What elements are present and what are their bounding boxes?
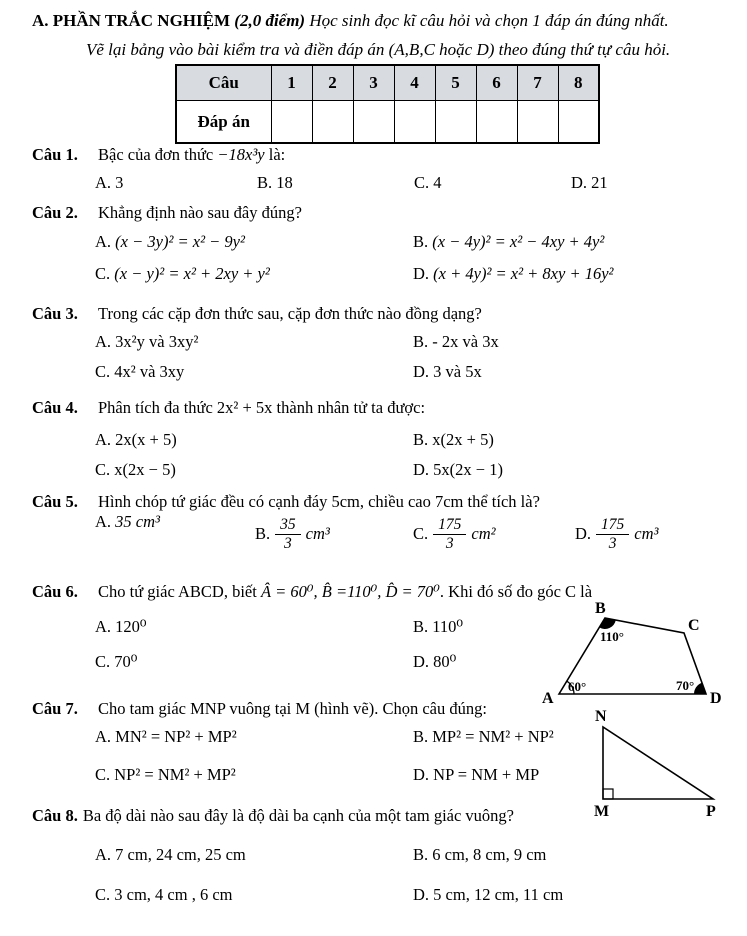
option-text: 5 cm, 12 cm, 11 cm — [433, 885, 564, 904]
option-unit: cm² — [471, 524, 496, 543]
answer-cell-7 — [517, 100, 558, 143]
option-label: C. — [95, 885, 111, 904]
vertex-label-p: P — [706, 803, 716, 820]
fraction-numerator: 175 — [433, 516, 466, 535]
question-6-text-post: . Khi đó số đo góc C là — [439, 582, 593, 601]
option-text: 110⁰ — [432, 617, 464, 636]
option-3C — [95, 362, 184, 383]
option-text: 3 và 5x — [433, 362, 482, 381]
option-text: x(2x + 5) — [432, 430, 494, 449]
quadrilateral-figure — [538, 595, 733, 713]
option-text: 35 cm³ — [115, 512, 160, 531]
fraction-numerator: 175 — [596, 516, 629, 535]
question-6-math: Â = 60⁰, B̂ =110⁰, D̂ = 70⁰ — [260, 582, 440, 601]
triangle-figure — [568, 704, 743, 820]
fraction — [596, 516, 629, 553]
fraction — [275, 516, 301, 553]
instruction-1: Học sinh đọc kĩ câu hỏi và chọn 1 đáp án đúng nhất. — [309, 11, 669, 30]
option-3D — [413, 362, 482, 383]
option-text: 3 — [115, 173, 124, 192]
option-label: A. — [95, 845, 112, 864]
option-4B — [413, 430, 494, 451]
table-header-cell: 6 — [476, 65, 517, 100]
option-text: MP² = NM² + NP² — [432, 727, 554, 746]
answer-row-label: Đáp án — [176, 100, 271, 143]
option-label: A. — [95, 173, 112, 192]
option-label: A. — [95, 617, 112, 636]
option-label: D. — [413, 652, 430, 671]
option-label: D. — [413, 362, 430, 381]
option-unit: cm³ — [305, 524, 330, 543]
section-label: A. — [32, 11, 49, 30]
question-1-text: Bậc của đơn thức — [98, 145, 218, 164]
option-label: C. — [95, 362, 111, 381]
answer-cell-2 — [312, 100, 353, 143]
question-6-label: Câu 6. — [32, 582, 78, 601]
option-5C — [413, 516, 496, 553]
option-1D — [571, 173, 608, 194]
option-5B — [255, 516, 330, 553]
vertex-label-a: A — [542, 690, 554, 707]
question-5-text: Hình chóp tứ giác đều có cạnh đáy 5cm, chiều cao 7cm thể tích là? — [98, 492, 540, 511]
question-3 — [32, 304, 482, 325]
option-6A — [95, 617, 147, 638]
option-label: A. — [95, 332, 112, 351]
table-header-cell: 2 — [312, 65, 353, 100]
option-text: - 2x và 3x — [432, 332, 499, 351]
option-text: 5x(2x − 1) — [433, 460, 503, 479]
question-3-text: Trong các cặp đơn thức sau, cặp đơn thức nào đồng dạng? — [98, 304, 482, 323]
option-label: C. — [95, 652, 111, 671]
option-label: C. — [414, 173, 430, 192]
option-text: 18 — [276, 173, 293, 192]
option-label: C. — [95, 765, 111, 784]
option-4D — [413, 460, 503, 481]
option-6C — [95, 652, 137, 673]
angle-label-b: 110° — [600, 629, 624, 644]
vertex-label-n: N — [595, 708, 607, 725]
option-label: A. — [95, 727, 112, 746]
option-8A — [95, 845, 246, 866]
question-7 — [32, 699, 487, 720]
option-text: 2x(x + 5) — [115, 430, 177, 449]
question-6 — [32, 582, 592, 603]
option-2A — [95, 232, 245, 253]
option-label: B. — [413, 727, 429, 746]
question-2-text: Khẳng định nào sau đây đúng? — [98, 203, 302, 222]
option-5A — [95, 512, 160, 533]
question-7-text: Cho tam giác MNP vuông tại M (hình vẽ). Chọn câu đúng: — [98, 699, 487, 718]
option-4C — [95, 460, 176, 481]
section-header — [32, 10, 669, 31]
question-7-label: Câu 7. — [32, 699, 78, 718]
option-text: (x − 3y)² = x² − 9y² — [115, 232, 245, 251]
angle-label-a: 60° — [568, 679, 587, 694]
answer-cell-6 — [476, 100, 517, 143]
question-3-label: Câu 3. — [32, 304, 78, 323]
option-label: A. — [95, 512, 112, 531]
answer-cell-3 — [353, 100, 394, 143]
option-label: C. — [95, 460, 111, 479]
question-8-label: Câu 8. — [32, 806, 78, 825]
option-label: D. — [413, 885, 430, 904]
option-text: 3x²y và 3xy² — [115, 332, 199, 351]
option-text: 70⁰ — [114, 652, 138, 671]
table-header-cell: 1 — [271, 65, 312, 100]
option-label: B. — [255, 524, 271, 543]
option-text: 3 cm, 4 cm , 6 cm — [114, 885, 233, 904]
option-text: NP² = NM² + MP² — [114, 765, 236, 784]
vertex-label-b: B — [595, 600, 606, 617]
fraction — [433, 516, 466, 553]
option-text: x(2x − 5) — [114, 460, 176, 479]
option-4A — [95, 430, 177, 451]
option-1C — [414, 173, 442, 194]
option-1B — [257, 173, 293, 194]
option-2B — [413, 232, 604, 253]
fraction-denominator: 3 — [608, 534, 617, 552]
option-5D — [575, 516, 658, 553]
table-header-cell: 8 — [558, 65, 599, 100]
option-text: 120⁰ — [115, 617, 147, 636]
option-1A — [95, 173, 123, 194]
vertex-label-d: D — [710, 690, 722, 707]
option-label: B. — [413, 845, 429, 864]
option-text: NP = NM + MP — [433, 765, 540, 784]
question-4 — [32, 398, 425, 419]
option-unit: cm³ — [634, 524, 659, 543]
answer-cell-8 — [558, 100, 599, 143]
option-6B — [413, 617, 463, 638]
option-text: 80⁰ — [433, 652, 457, 671]
right-angle-marker — [603, 789, 613, 799]
triangle-outline — [603, 727, 713, 799]
option-6D — [413, 652, 456, 673]
option-8D — [413, 885, 563, 906]
table-header-cell: Câu — [176, 65, 271, 100]
table-header-cell: 4 — [394, 65, 435, 100]
option-8B — [413, 845, 546, 866]
option-2D — [413, 264, 613, 285]
option-8C — [95, 885, 233, 906]
option-text: (x − y)² = x² + 2xy + y² — [114, 264, 270, 283]
section-points: (2,0 điểm) — [234, 11, 306, 30]
angle-label-d: 70° — [676, 678, 695, 693]
option-label: B. — [413, 332, 429, 351]
option-text: (x + 4y)² = x² + 8xy + 16y² — [433, 264, 614, 283]
question-4-text: Phân tích đa thức 2x² + 5x thành nhân tử ta được: — [98, 398, 426, 417]
option-label: D. — [413, 264, 430, 283]
table-header-cell: 7 — [517, 65, 558, 100]
option-label: A. — [95, 232, 112, 251]
option-label: B. — [413, 232, 429, 251]
question-1 — [32, 145, 285, 166]
answer-cell-5 — [435, 100, 476, 143]
vertex-label-c: C — [688, 617, 700, 634]
question-1-label: Câu 1. — [32, 145, 78, 164]
question-5 — [32, 492, 540, 513]
question-6-text: Cho tứ giác ABCD, biết — [98, 582, 261, 601]
question-2-label: Câu 2. — [32, 203, 78, 222]
answer-cell-1 — [271, 100, 312, 143]
question-2 — [32, 203, 302, 224]
option-2C — [95, 264, 270, 285]
question-1-math: −18x³y — [217, 145, 265, 164]
option-3A — [95, 332, 198, 353]
question-1-text-post: là: — [264, 145, 286, 164]
option-text: 7 cm, 24 cm, 25 cm — [115, 845, 246, 864]
answer-table — [175, 64, 600, 144]
angle-marker-b — [599, 618, 616, 629]
option-text: 21 — [591, 173, 608, 192]
question-5-label: Câu 5. — [32, 492, 78, 511]
question-8-text: Ba độ dài nào sau đây là độ dài ba cạnh của một tam giác vuông? — [82, 806, 514, 825]
vertex-label-m: M — [594, 803, 610, 820]
option-label: D. — [571, 173, 588, 192]
option-label: C. — [95, 264, 111, 283]
instruction-2: Vẽ lại bảng vào bài kiểm tra và điền đáp án (A,B,C hoặc D) theo đúng thứ tự câu hỏi. — [86, 40, 671, 59]
option-7D — [413, 765, 539, 786]
option-label: B. — [257, 173, 273, 192]
table-header-cell: 5 — [435, 65, 476, 100]
option-text: 4 — [433, 173, 442, 192]
option-label: B. — [413, 617, 429, 636]
option-7C — [95, 765, 236, 786]
option-label: C. — [413, 524, 429, 543]
option-label: D. — [575, 524, 592, 543]
option-label: D. — [413, 460, 430, 479]
option-label: B. — [413, 430, 429, 449]
fraction-denominator: 3 — [284, 534, 292, 552]
option-3B — [413, 332, 499, 353]
option-text: 4x² và 3xy — [114, 362, 185, 381]
option-7B — [413, 727, 554, 748]
option-text: MN² = NP² + MP² — [115, 727, 237, 746]
question-4-label: Câu 4. — [32, 398, 78, 417]
option-label: A. — [95, 430, 112, 449]
table-header-cell: 3 — [353, 65, 394, 100]
option-label: D. — [413, 765, 430, 784]
fraction-numerator: 35 — [275, 516, 301, 535]
fraction-denominator: 3 — [445, 534, 454, 552]
option-text: 6 cm, 8 cm, 9 cm — [432, 845, 547, 864]
section-title: PHẦN TRẮC NGHIỆM — [52, 11, 231, 30]
question-8 — [32, 806, 514, 827]
option-7A — [95, 727, 237, 748]
answer-cell-4 — [394, 100, 435, 143]
option-text: (x − 4y)² = x² − 4xy + 4y² — [432, 232, 605, 251]
